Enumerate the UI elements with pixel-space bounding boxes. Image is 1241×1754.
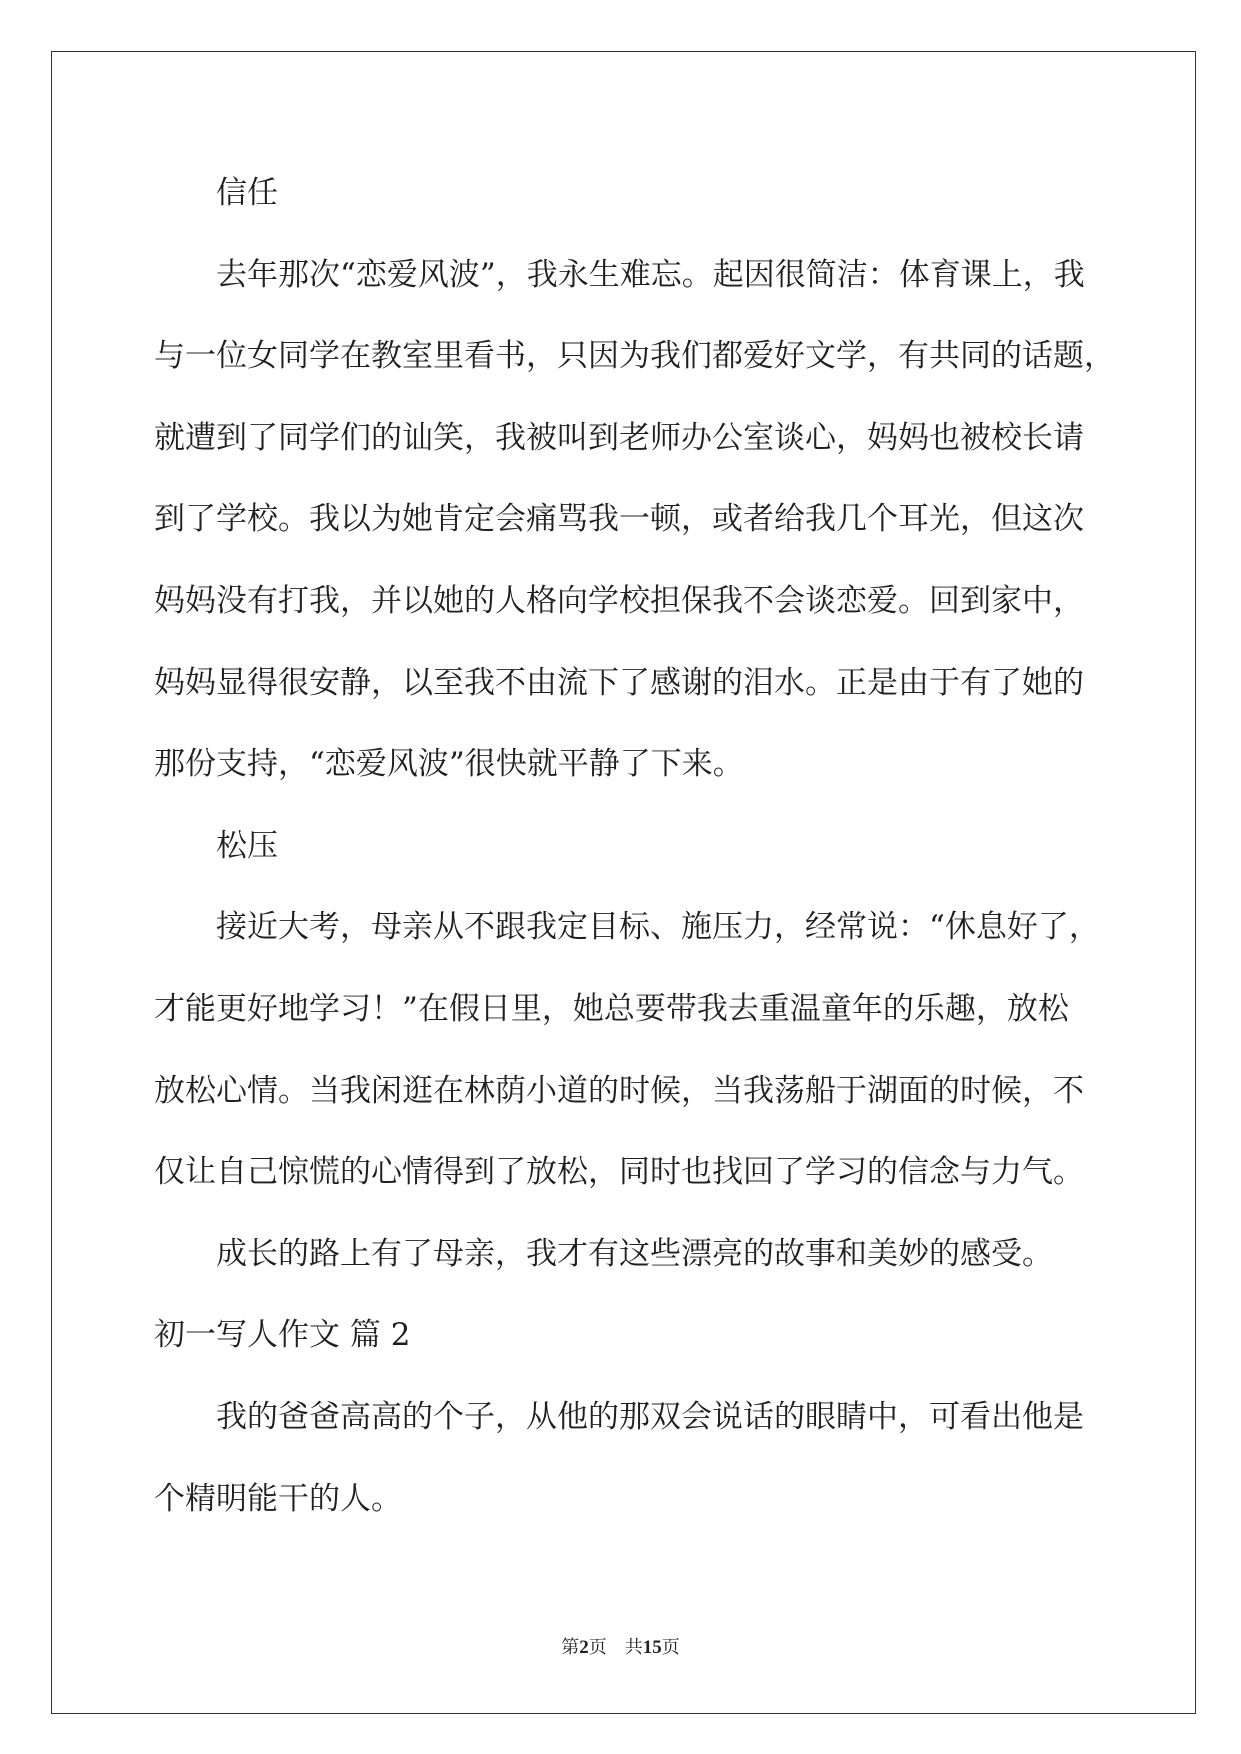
paragraph-line: 仅让自己惊慌的心情得到了放松，同时也找回了学习的信念与力气。 [154,1154,1084,1191]
section-heading-trust: 信任 [216,175,278,211]
paragraph-line: 接近大考，母亲从不跟我定目标、施压力，经常说：“休息好了， [216,909,1100,946]
paragraph-line: 妈妈没有打我，并以她的人格向学校担保我不会谈恋爱。回到家中， [154,582,1084,619]
total-pages-prefix: 共 [624,1637,643,1658]
current-page-number: 2 [579,1637,589,1658]
paragraph-line: 放松心情。当我闲逛在林荫小道的时候，当我荡船于湖面的时候，不 [154,1072,1084,1109]
page-number-suffix: 页 [588,1637,607,1658]
closing-paragraph: 成长的路上有了母亲，我才有这些漂亮的故事和美妙的感受。 [216,1235,1053,1272]
article-title: 初一写人作文 篇 2 [154,1317,411,1354]
page-number-prefix: 第 [561,1637,580,1658]
paragraph-line: 就遭到了同学们的讪笑，我被叫到老师办公室谈心，妈妈也被校长请 [154,419,1084,456]
paragraph-line: 那份支持，“恋爱风波”很快就平静了下来。 [154,746,744,783]
section-heading-relax: 松压 [216,827,278,864]
paragraph-line: 个精明能干的人。 [154,1480,402,1517]
total-pages-suffix: 页 [661,1637,680,1658]
paragraph-line: 到了学校。我以为她肯定会痛骂我一顿，或者给我几个耳光，但这次 [154,501,1084,538]
paragraph-line: 去年那次“恋爱风波”，我永生难忘。起因很简洁：体育课上，我 [216,256,1085,293]
paragraph-line: 我的爸爸高高的个子，从他的那双会说话的眼睛中，可看出他是 [216,1398,1084,1435]
paragraph-line: 妈妈显得很安静，以至我不由流下了感谢的泪水。正是由于有了她的 [154,664,1084,701]
paragraph-line: 与一位女同学在教室里看书，只因为我们都爱好文学，有共同的话题， [154,338,1115,375]
document-body [154,153,1154,1540]
page-footer [0,1636,1241,1660]
paragraph-line: 才能更好地学习！”在假日里，她总要带我去重温童年的乐趣，放松 [154,990,1069,1027]
total-pages-number: 15 [642,1637,662,1658]
